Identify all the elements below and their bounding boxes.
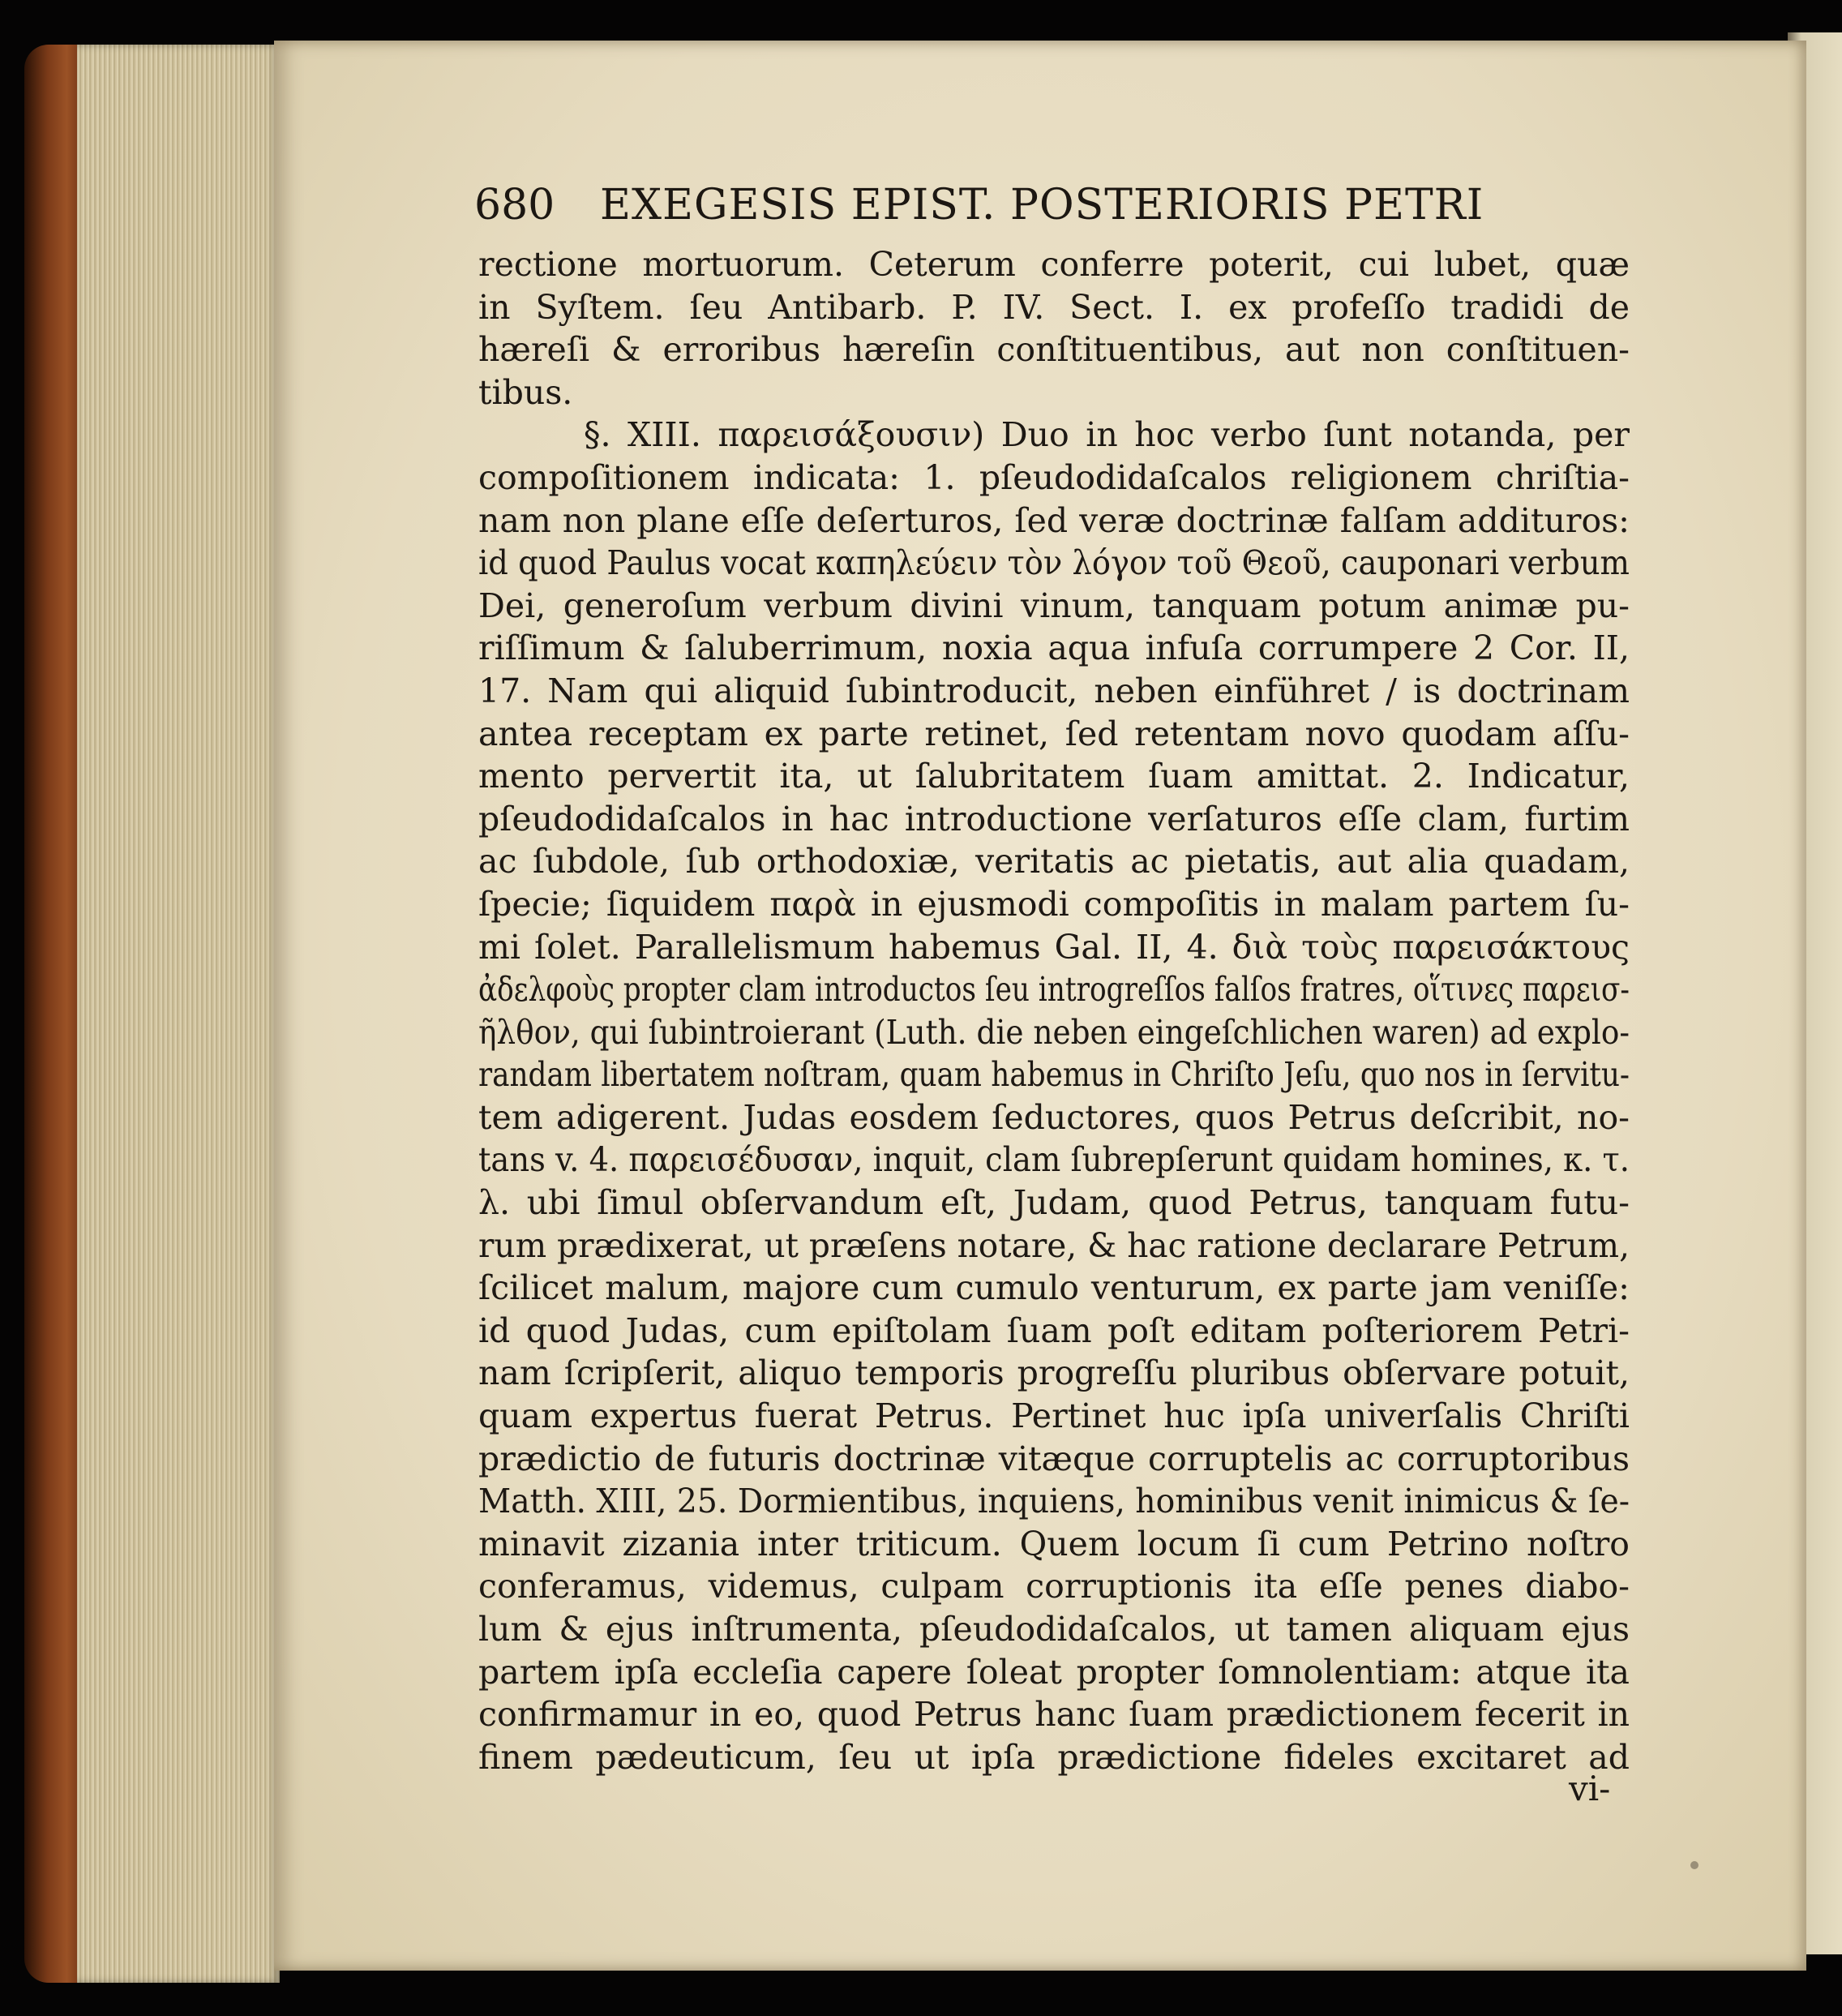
text-line: tibus. bbox=[478, 372, 573, 412]
text-line: quam expertus fuerat Petrus. Pertinet huc ipſa univerſalis Chriſti bbox=[478, 1396, 1630, 1436]
text-line: hæreſi & erroribus hæreſin conſtituentibus, aut non conſtituen- bbox=[478, 330, 1630, 370]
text-line: id quod Judas, cum epiſtolam ſuam poſt editam poſteriorem Petri- bbox=[478, 1310, 1630, 1350]
text-line: Dei, generoſum verbum divini vinum, tanquam potum animæ pu- bbox=[478, 585, 1630, 625]
text-line: Matth. XIII, 25. Dormientibus, inquiens, hominibus venit inimicus & ſe- bbox=[478, 1482, 1630, 1521]
scan-mark bbox=[1690, 1861, 1698, 1869]
text-line: antea receptam ex parte retinet, ſed retentam novo quodam aſſu- bbox=[478, 714, 1630, 753]
text-line: mento pervertit ita, ut ſalubritatem ſuam amittat. 2. Indicatur, bbox=[478, 757, 1630, 796]
text-line: confirmamur in eo, quod Petrus hanc ſuam prædictionem fecerit in bbox=[478, 1695, 1630, 1735]
running-title: EXEGESIS EPIST. POSTERIORIS PETRI bbox=[600, 181, 1484, 229]
text-line: ῆλθον, qui ſubintroierant (Luth. die neben eingeſchlichen waren) ad explo- bbox=[478, 1012, 1630, 1052]
text-line: partem ipſa eccleſia capere ſoleat propter ſomnolentiam: atque ita bbox=[478, 1652, 1630, 1692]
text-line: tans v. 4. παρεισέδυσαν, inquit, clam ſubrepſerunt quidam homines, κ. τ. bbox=[478, 1140, 1630, 1180]
text-block bbox=[478, 243, 1630, 1778]
text-line: pſeudodidaſcalos in hac introductione verſaturos eſſe clam, furtim bbox=[478, 799, 1630, 839]
text-line: id quod Paulus vocat καπηλεύειν τὸν λόγον τοῦ Θεοῦ, cauponari verbum bbox=[478, 543, 1630, 583]
text-line: rectione mortuorum. Ceterum conferre poterit, cui lubet, quæ bbox=[478, 245, 1630, 284]
text-line: ἀδελφοὺς propter clam introductos ſeu introgreſſos falſos fratres, οἵτινες παρεισ- bbox=[478, 970, 1630, 1010]
text-line: mi ſolet. Parallelismum habemus Gal. II, 4. διὰ τοὺς παρεισάκτους bbox=[478, 927, 1630, 967]
text-line: 17. Nam qui aliquid ſubintroducit, neben einführet / is doctrinam bbox=[478, 671, 1630, 710]
page-header bbox=[474, 177, 1484, 234]
text-line: rum prædixerat, ut præſens notare, & hac ratione declarare Petrum, bbox=[478, 1225, 1630, 1265]
text-line: ſcilicet malum, majore cum cumulo venturum, ex parte jam veniſſe: bbox=[478, 1268, 1630, 1308]
text-line: nam non plane eſſe deſerturos, ſed veræ doctrinæ falſam addituros: bbox=[478, 500, 1630, 540]
text-line: λ. ubi ſimul obſervandum eſt, Judam, quod Petrus, tanquam futu- bbox=[478, 1183, 1630, 1223]
text-line: ſpecie; ſiquidem παρὰ in ejusmodi compoſitis in malam partem ſu- bbox=[478, 884, 1630, 924]
text-line: in Syſtem. ſeu Antibarb. P. IV. Sect. I. ex profeſſo tradidi de bbox=[478, 287, 1630, 327]
page-number: 680 bbox=[474, 181, 555, 229]
catchword: vi- bbox=[1569, 1769, 1611, 1808]
text-line: nam ſcripſerit, aliquo temporis progreſſu pluribus obſervare potuit, bbox=[478, 1353, 1630, 1393]
text-line: prædictio de futuris doctrinæ vitæque corruptelis ac corruptoribus bbox=[478, 1439, 1630, 1478]
text-line: ac ſubdole, ſub orthodoxiæ, veritatis ac pietatis, aut alia quadam, bbox=[478, 842, 1630, 881]
text-line: minavit zizania inter triticum. Quem locum ſi cum Petrino noſtro bbox=[478, 1524, 1630, 1563]
text-line: tem adigerent. Judas eosdem ſeductores, quos Petrus deſcribit, no- bbox=[478, 1097, 1630, 1137]
text-line: §. XIII. παρεισάξουσιν) Duo in hoc verbo ſunt notanda, per bbox=[584, 415, 1630, 455]
text-line: lum & ejus inſtrumenta, pſeudodidaſcalos, ut tamen aliquam ejus bbox=[478, 1610, 1630, 1649]
text-line: compoſitionem indicata: 1. pſeudodidaſcalos religionem chriſtia- bbox=[478, 457, 1630, 497]
text-line: randam libertatem noſtram, quam habemus in Chriſto Jeſu, quo nos in ſervitu- bbox=[478, 1055, 1630, 1095]
page-edges bbox=[77, 45, 280, 1983]
text-line: finem pædeuticum, ſeu ut ipſa prædictione fideles excitaret ad bbox=[478, 1737, 1630, 1777]
text-line: riſſimum & ſaluberrimum, noxia aqua infuſa corrumpere 2 Cor. II, bbox=[478, 628, 1630, 668]
text-line: conferamus, videmus, culpam corruptionis ita eſſe penes diabo- bbox=[478, 1567, 1630, 1606]
